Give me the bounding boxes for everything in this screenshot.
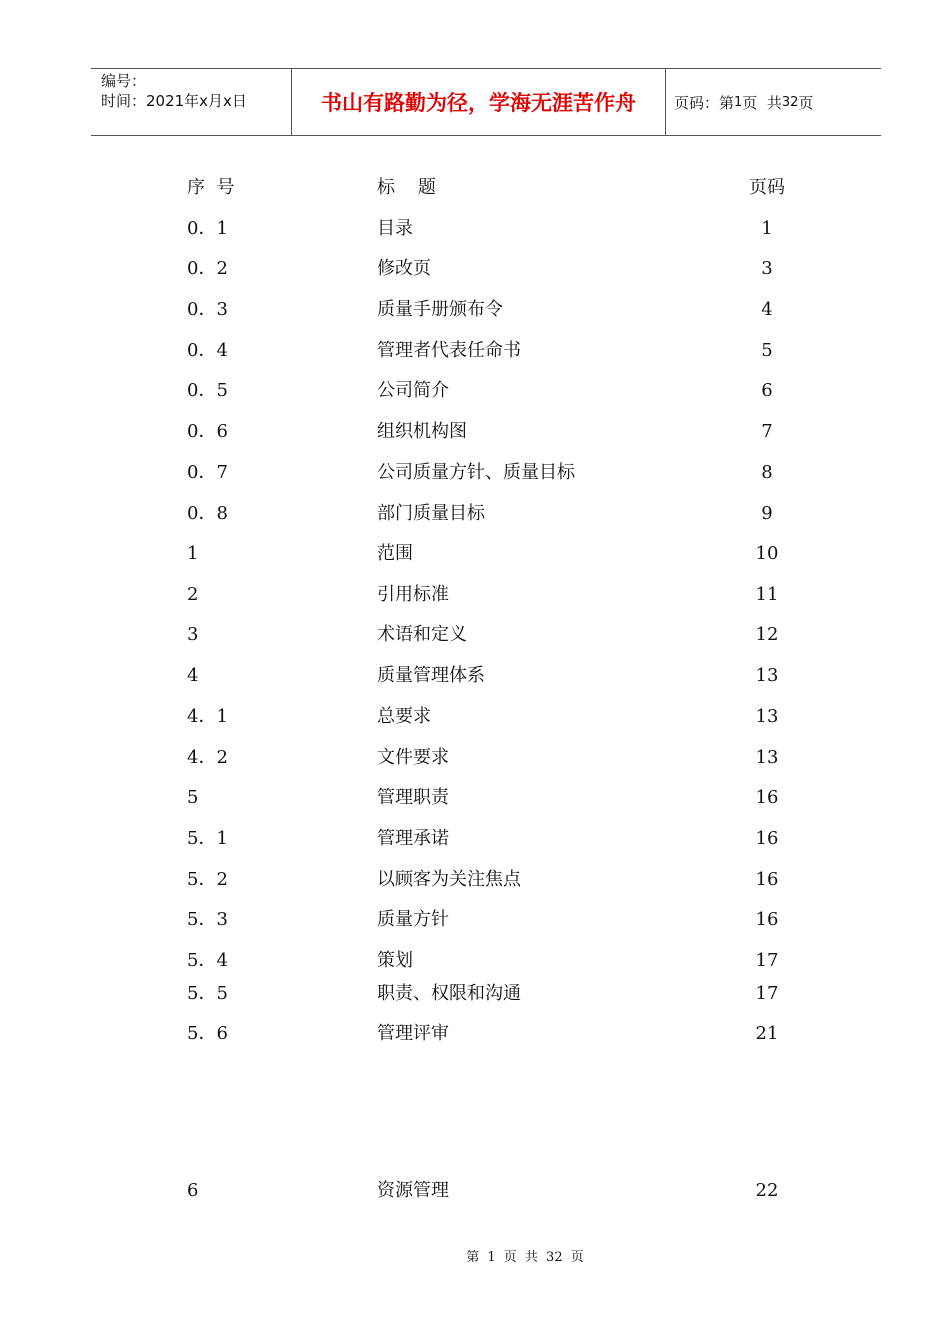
toc-num: 0．2 (187, 258, 228, 279)
toc-row (0, 908, 950, 932)
toc-page: 4 (761, 299, 773, 320)
toc-header-row (0, 176, 950, 200)
toc-page: 13 (755, 747, 779, 768)
toc-row (0, 1179, 950, 1203)
toc-row (0, 1022, 950, 1046)
toc-num: 5 (187, 787, 199, 808)
toc-row (0, 420, 950, 444)
toc-num: 1 (187, 543, 199, 564)
toc-num: 4 (187, 665, 199, 686)
toc-title: 组织机构图 (377, 421, 467, 442)
toc-page: 22 (755, 1180, 779, 1201)
toc-title: 引用标准 (377, 584, 449, 605)
toc-page: 3 (761, 258, 773, 279)
toc-title: 管理承诺 (377, 828, 449, 849)
toc-num: 4．2 (187, 747, 228, 768)
toc-num: 4．1 (187, 706, 228, 727)
toc-page: 21 (755, 1023, 779, 1044)
toc-num: 5．6 (187, 1023, 228, 1044)
toc-page: 7 (761, 421, 773, 442)
toc-page: 16 (755, 828, 779, 849)
toc-row (0, 664, 950, 688)
toc-page: 13 (755, 706, 779, 727)
toc-row (0, 949, 950, 973)
toc-title: 质量手册颁布令 (377, 299, 503, 320)
toc-num: 5．5 (187, 983, 228, 1004)
toc-title: 资源管理 (377, 1180, 449, 1201)
toc-title: 以顾客为关注焦点 (377, 869, 521, 890)
toc-row (0, 868, 950, 892)
toc-num: 0．8 (187, 503, 228, 524)
toc-row (0, 339, 950, 363)
page-current: 1 (734, 94, 743, 110)
toc-row (0, 461, 950, 485)
toc-row (0, 379, 950, 403)
toc-title: 术语和定义 (377, 624, 467, 645)
toc-num: 5．4 (187, 950, 228, 971)
toc-row (0, 623, 950, 647)
toc-title: 目录 (377, 218, 413, 239)
toc-page: 12 (755, 624, 779, 645)
toc-num: 0．6 (187, 421, 228, 442)
toc-title: 修改页 (377, 258, 431, 279)
toc-row (0, 705, 950, 729)
toc-header-num: 序 号 (187, 177, 235, 198)
number-label: 编号： (101, 72, 147, 90)
toc-row (0, 827, 950, 851)
toc-page: 17 (755, 950, 779, 971)
header-meta (91, 69, 292, 135)
page-total: 32 (781, 94, 799, 110)
toc-title: 总要求 (377, 706, 431, 727)
toc-page: 16 (755, 787, 779, 808)
toc-title: 公司质量方针、质量目标 (377, 462, 575, 483)
toc-num: 5．2 (187, 869, 228, 890)
toc-title: 管理职责 (377, 787, 449, 808)
toc-title: 管理者代表任命书 (377, 340, 521, 361)
toc-num: 6 (187, 1180, 199, 1201)
toc-num: 2 (187, 584, 199, 605)
time-label: 时间：2021年x月x日 (101, 92, 247, 110)
toc-header-title: 标 题 (377, 177, 436, 198)
toc-page: 6 (761, 380, 773, 401)
header-page-info (666, 69, 881, 135)
toc-num: 0．3 (187, 299, 228, 320)
toc-header-page: 页码 (749, 177, 785, 198)
toc-row (0, 298, 950, 322)
toc-row (0, 583, 950, 607)
toc-page: 5 (761, 340, 773, 361)
page-header (91, 68, 881, 136)
toc-page: 16 (755, 909, 779, 930)
toc-row (0, 982, 950, 1006)
toc-page: 16 (755, 869, 779, 890)
page-suffix: 页 (798, 93, 814, 112)
toc-row (0, 542, 950, 566)
toc-num: 0．4 (187, 340, 228, 361)
toc-page: 17 (755, 983, 779, 1004)
toc-title: 管理评审 (377, 1023, 449, 1044)
toc-page: 13 (755, 665, 779, 686)
toc-num: 3 (187, 624, 199, 645)
page-mid: 页 共 (742, 93, 782, 112)
toc-page: 10 (755, 543, 779, 564)
toc-page: 1 (761, 218, 773, 239)
toc-num: 0．5 (187, 380, 228, 401)
toc-page: 9 (761, 503, 773, 524)
toc-row (0, 746, 950, 770)
toc-num: 0．1 (187, 218, 228, 239)
toc-title: 职责、权限和沟通 (377, 983, 521, 1004)
toc-num: 5．1 (187, 828, 228, 849)
toc-title: 策划 (377, 950, 413, 971)
toc-title: 质量方针 (377, 909, 449, 930)
page-footer: 第 1 页 共 32 页 (466, 1250, 584, 1265)
toc-title: 部门质量目标 (377, 503, 485, 524)
toc-page: 8 (761, 462, 773, 483)
toc-row (0, 217, 950, 241)
toc-title: 公司简介 (377, 380, 449, 401)
toc-page: 11 (755, 584, 779, 605)
toc-num: 0．7 (187, 462, 228, 483)
toc-row (0, 257, 950, 281)
toc-title: 范围 (377, 543, 413, 564)
toc-row (0, 786, 950, 810)
toc-title: 文件要求 (377, 747, 449, 768)
motto: 书山有路勤为径，学海无涯苦作舟 (292, 69, 666, 135)
toc-title: 质量管理体系 (377, 665, 485, 686)
toc-num: 5．3 (187, 909, 228, 930)
page-prefix: 页码：第 (674, 93, 735, 112)
toc-row (0, 502, 950, 526)
